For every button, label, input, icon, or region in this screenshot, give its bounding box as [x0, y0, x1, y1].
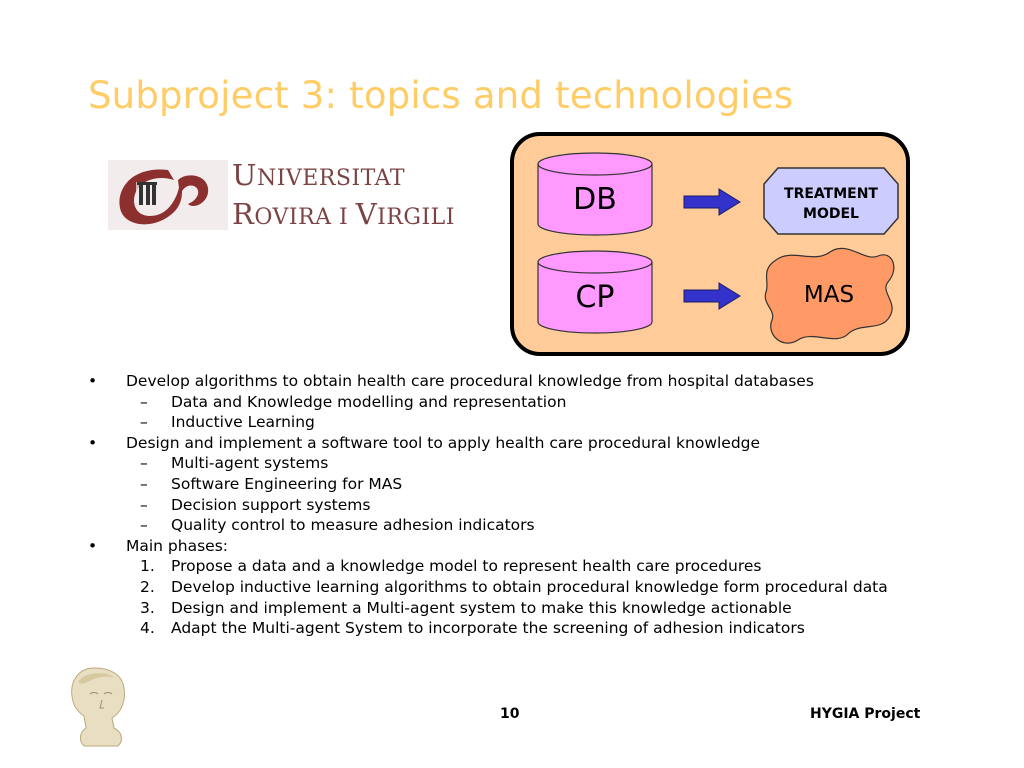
architecture-diagram [510, 132, 910, 356]
bullet-marker: – [140, 392, 148, 411]
sub-bullet-item [86, 474, 1006, 495]
bullet-marker: 3. [140, 598, 155, 617]
bullet-marker: 4. [140, 619, 155, 638]
bullet-marker: 1. [140, 557, 155, 576]
bullet-marker: – [140, 516, 148, 535]
bullet-text: Develop algorithms to obtain health care procedural knowledge from hospital databases [126, 372, 814, 390]
logo-text-line2: ROVIRA I VIRGILI [232, 197, 455, 231]
bullet-item [86, 371, 1006, 392]
treatment-model-label: TREATMENT MODEL [784, 186, 878, 222]
sub-bullet-item [86, 412, 1006, 433]
bullet-text: Data and Knowledge modelling and representation [171, 392, 567, 411]
sub-bullet-item [86, 392, 1006, 413]
footer-project-name: HYGIA Project [810, 706, 921, 722]
bullet-marker: – [140, 454, 148, 473]
bullet-text: Quality control to measure adhesion indicators [171, 516, 535, 535]
mas-label: MAS [803, 282, 855, 308]
sub-bullet-item [86, 556, 1006, 577]
bullet-item [86, 433, 1006, 454]
bullet-text: Inductive Learning [171, 413, 315, 432]
bullet-text: Decision support systems [171, 495, 371, 514]
bullet-text: Develop inductive learning algorithms to obtain procedural knowledge form procedural data [171, 577, 888, 596]
bullet-text: Multi-agent systems [171, 454, 329, 473]
bullet-text: Main phases: [126, 536, 228, 555]
bullet-list [86, 371, 1006, 639]
urv-emblem-icon [108, 152, 232, 236]
hygieia-bust-icon [64, 664, 136, 748]
bullet-text: Design and implement a Multi-agent system to make this knowledge actionable [171, 598, 792, 617]
arrow-cp-to-mas [684, 283, 740, 309]
sub-bullet-item [86, 515, 1006, 536]
bullet-marker: • [88, 536, 98, 555]
logo-text-line1: UNIVERSITAT [232, 158, 405, 192]
bullet-marker: • [88, 372, 98, 390]
sub-bullet-item [86, 495, 1006, 516]
bullet-marker: 2. [140, 577, 155, 596]
cp-label: CP [575, 280, 615, 315]
bullet-text: Propose a data and a knowledge model to represent health care procedures [171, 557, 762, 576]
bullet-marker: – [140, 413, 148, 432]
arrow-db-to-treatment [684, 189, 740, 215]
db-label: DB [573, 182, 617, 217]
sub-bullet-item [86, 598, 1006, 619]
sub-bullet-item [86, 577, 1006, 598]
bullet-text: Adapt the Multi-agent System to incorporate the screening of adhesion indicators [171, 619, 805, 638]
university-logo [108, 152, 500, 236]
bullet-marker: – [140, 474, 148, 493]
bullet-marker: • [88, 433, 98, 452]
page-number: 10 [500, 706, 520, 722]
sub-bullet-item [86, 618, 1006, 639]
bullet-item [86, 536, 1006, 557]
slide-title: Subproject 3: topics and technologies [88, 74, 794, 117]
bullet-marker: – [140, 495, 148, 514]
bullet-text: Software Engineering for MAS [171, 474, 403, 493]
bullet-text: Design and implement a software tool to apply health care procedural knowledge [126, 433, 761, 452]
sub-bullet-item [86, 453, 1006, 474]
